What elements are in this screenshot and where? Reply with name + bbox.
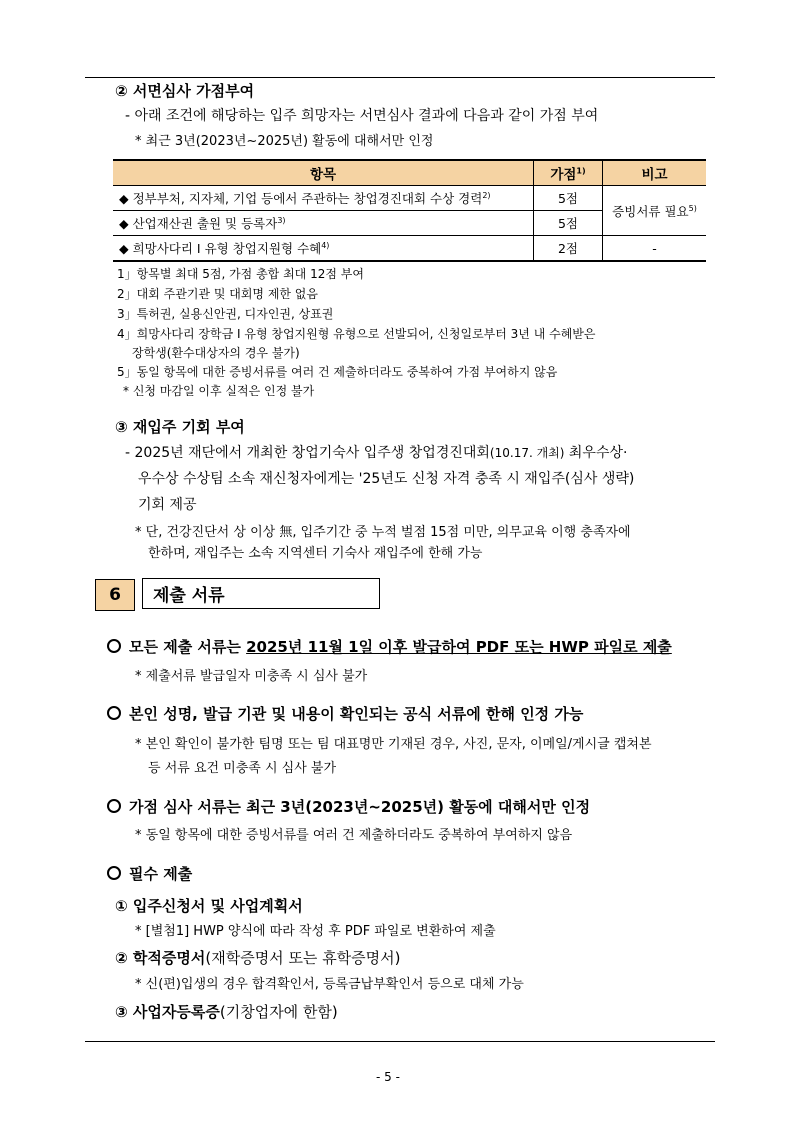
top-rule bbox=[85, 77, 715, 78]
section-2-note: * 최근 3년(2023년~2025년) 활동에 대해서만 인정 bbox=[135, 134, 434, 149]
header-score: 가점$^{1)}$ bbox=[534, 160, 603, 186]
footnote: 1」항목별 최대 5점, 가점 총합 최대 12점 부여 bbox=[117, 267, 364, 281]
bottom-rule bbox=[85, 1041, 715, 1042]
row-score: 5점 bbox=[534, 211, 603, 236]
bullet-note: * 제출서류 발급일자 미충족 시 심사 불가 bbox=[135, 669, 368, 684]
footnote: 4」희망사다리 장학금 I 유형 창업지원형 유형으로 선발되어, 신청일로부터 3년 내 수혜받은 bbox=[117, 327, 596, 341]
table-header-row bbox=[113, 160, 706, 186]
required-item: ③ 사업자등록증(기창업자에 한함) bbox=[115, 1003, 338, 1021]
section-2-line1: - 아래 조건에 해당하는 입주 희망자는 서면심사 결과에 다음과 같이 가점 부여 bbox=[125, 108, 599, 124]
page-number: - 5 - bbox=[376, 1070, 400, 1084]
row-note-merged: 증빙서류 필요$^{5)}$ bbox=[603, 186, 707, 236]
section-3-line2: 우수상 수상팀 소속 재신청자에게는 '25년도 신청 자격 충족 시 재입주(심사 생략) bbox=[138, 471, 635, 487]
circle-bullet-icon bbox=[107, 866, 121, 880]
circle-bullet-icon bbox=[107, 799, 121, 813]
footnote: 3」특허권, 실용신안권, 디자인권, 상표권 bbox=[117, 307, 334, 321]
required-note: * 신(편)입생의 경우 합격확인서, 등록금납부확인서 등으로 대체 가능 bbox=[135, 977, 524, 992]
bullet-note: * 본인 확인이 불가한 팀명 또는 팀 대표명만 기재된 경우, 사진, 문자, 이메일/게시글 캡쳐본 bbox=[135, 737, 652, 752]
header-note: 비고 bbox=[603, 160, 707, 186]
row-score: 2점 bbox=[534, 236, 603, 262]
section-title: 제출 서류 bbox=[142, 578, 380, 609]
bullet-item: 가점 심사 서류는 최근 3년(2023년~2025년) 활동에 대해서만 인정 bbox=[107, 796, 590, 817]
bullet-note: * 동일 항목에 대한 증빙서류를 여러 건 제출하더라도 중복하여 부여하지 않음 bbox=[135, 828, 573, 843]
table-row bbox=[113, 186, 706, 211]
header-item: 항목 bbox=[113, 160, 534, 186]
section-3-line3: 기회 제공 bbox=[138, 497, 197, 513]
row-item: ◆ 희망사다리 I 유형 창업지원형 수혜$^{4)}$ bbox=[113, 236, 534, 262]
bullet-note: 등 서류 요건 미충족 시 심사 불가 bbox=[148, 761, 337, 776]
required-item: ① 입주신청서 및 사업계획서 bbox=[115, 897, 303, 915]
table-row bbox=[113, 236, 706, 262]
row-note: - bbox=[603, 236, 707, 262]
bullet-item: 모든 제출 서류는 2025년 11월 1일 이후 발급하여 PDF 또는 HWP 파일로 제출 bbox=[107, 636, 672, 657]
footnote: 5」동일 항목에 대한 증빙서류를 여러 건 제출하더라도 중복하여 가점 부여하지 않음 bbox=[117, 365, 558, 379]
circle-bullet-icon bbox=[107, 706, 121, 720]
circle-bullet-icon bbox=[107, 639, 121, 653]
row-item: ◆ 산업재산권 출원 및 등록자$^{3)}$ bbox=[113, 211, 534, 236]
row-item: ◆ 정부부처, 지자체, 기업 등에서 주관하는 창업경진대회 수상 경력$^{2)}$ bbox=[113, 186, 534, 211]
required-item: ② 학적증명서(재학증명서 또는 휴학증명서) bbox=[115, 949, 401, 967]
footnote: 2」대회 주관기관 및 대회명 제한 없음 bbox=[117, 287, 318, 301]
section-3-heading: ③ 재입주 기회 부여 bbox=[115, 418, 245, 436]
footnote: * 신청 마감일 이후 실적은 인정 불가 bbox=[123, 384, 315, 398]
row-score: 5점 bbox=[534, 186, 603, 211]
bonus-score-table bbox=[113, 159, 706, 262]
section-number: 6 bbox=[95, 579, 135, 611]
required-note: * [별첨1] HWP 양식에 따라 작성 후 PDF 파일로 변환하여 제출 bbox=[135, 924, 496, 939]
section-2-heading: ② 서면심사 가점부여 bbox=[115, 82, 255, 100]
section-3-line1: - 2025년 재단에서 개최한 창업기숙사 입주생 창업경진대회(10.17. 개최) 최우수상· bbox=[125, 445, 628, 461]
footnote: 장학생(환수대상자의 경우 불가) bbox=[132, 346, 300, 360]
section-3-note1: * 단, 건강진단서 상 이상 無, 입주기간 중 누적 벌점 15점 미만, 의무교육 이행 충족자에 bbox=[135, 525, 631, 540]
section-3-note2: 한하며, 재입주는 소속 지역센터 기숙사 재입주에 한해 가능 bbox=[148, 546, 483, 561]
bullet-item: 본인 성명, 발급 기관 및 내용이 확인되는 공식 서류에 한해 인정 가능 bbox=[107, 703, 583, 724]
bullet-item: 필수 제출 bbox=[107, 863, 192, 884]
